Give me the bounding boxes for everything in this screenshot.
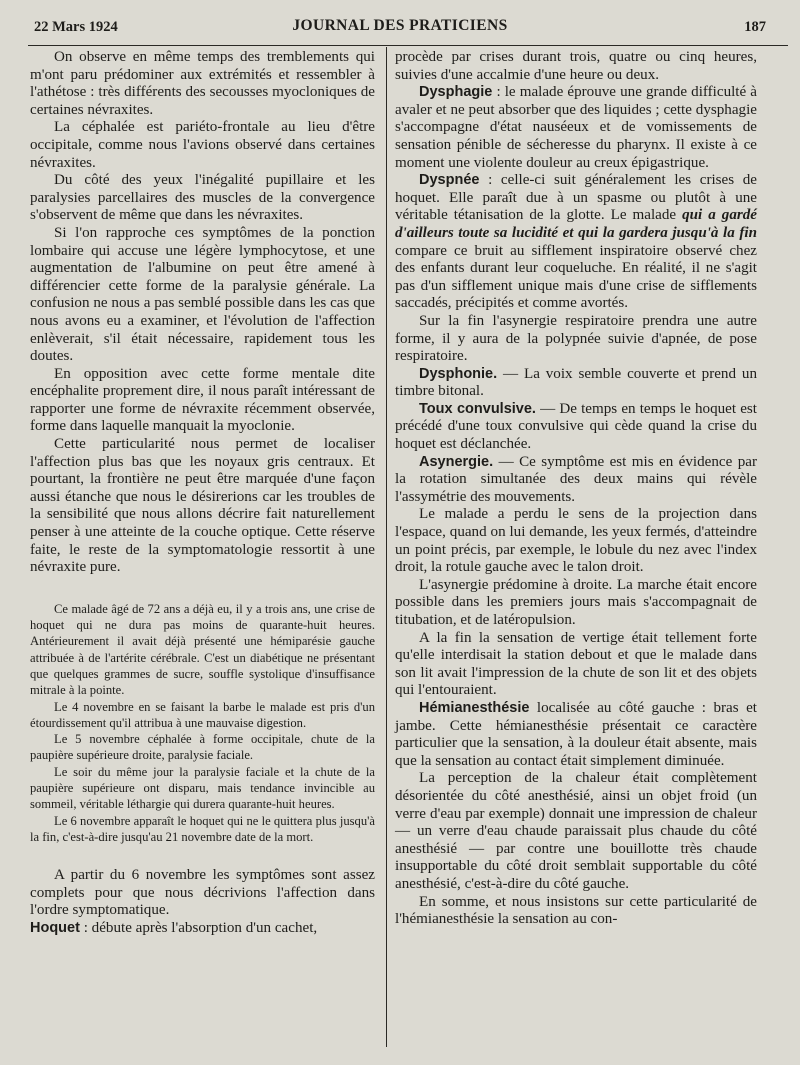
paragraph: Le malade a perdu le sens de la projection dans l'espace, quand on lui demande, les yeux fermés, d'atteindre un point précis, par exemple, le lobule du nez avec l'index droit, la rotule gauche avec le talon droit. bbox=[395, 506, 757, 576]
term-dyspnee: Dyspnée bbox=[419, 172, 480, 189]
paragraph: A la fin la sensation de vertige était tellement forte qu'elle interdisait la station debout et que le malade dans son lit avait l'impression de la chute de son lit et des objets qui l'entouraient. bbox=[395, 629, 757, 699]
dyspnee-text: : celle-ci suit généralement les crises de hoquet. Elle paraît due à un spasme ou plutôt à une véritable tétanisation de la glotte. Le malade bbox=[395, 172, 757, 224]
term-dysphonie: Dysphonie. bbox=[419, 365, 498, 382]
paragraph: Si l'on rapproche ces symptômes de la ponction lombaire qui accuse une légère lymphocytose, et une augmentation de l'albumine on peut être amené à différencier cette forme de la paralysie générale. La confusion ne nous a pas semblé possible dans les cas que nous avons eu a examiner, et l'évolution de l'affection enlèverait, s'il était nécessaire, rapidement tous les doutes. bbox=[30, 224, 375, 365]
paragraph-dysphagie bbox=[395, 84, 757, 172]
paragraph: procède par crises durant trois, quatre ou cinq heures, suivies d'une accalmie d'une heure ou deux. bbox=[395, 49, 757, 83]
journal-title: JOURNAL DES PRATICIENS bbox=[292, 17, 508, 34]
paragraph: En somme, et nous insistons sur cette particularité de l'hémianesthésie la sensation au con- bbox=[395, 893, 757, 928]
term-asynergie: Asynergie. bbox=[419, 453, 494, 470]
paragraph-hemianesthesie bbox=[395, 700, 757, 770]
column-divider bbox=[386, 47, 387, 1047]
case-note: Le 6 novembre apparaît le hoquet qui ne le quittera plus jusqu'à la fin, c'est-à-dire jusqu'au 21 novembre date de la mort. bbox=[30, 813, 375, 844]
paragraph: A partir du 6 novembre les symptômes sont assez complets pour que nous décrivions l'affection dans l'ordre symptomatique. bbox=[30, 867, 375, 919]
case-note: Le 4 novembre en se faisant la barbe le malade est pris d'un étourdissement qu'il attribua à une mauvaise digestion. bbox=[30, 699, 375, 730]
paragraph-hoquet bbox=[30, 920, 375, 938]
header-rule bbox=[28, 45, 788, 46]
hemianesthesie-text: localisée au côté gauche : bras et jambe. Cette hémianesthésie présentait ce caractère particulier que la sensation, à la douleur était absente, mais que la sensation au contact était simplement diminuée. bbox=[395, 699, 757, 769]
dysphonie-text: — La voix semble couverte et prend un timbre bitonal. bbox=[395, 365, 757, 400]
term-toux-convulsive: Toux convulsive. bbox=[419, 400, 536, 417]
term-hoquet: Hoquet bbox=[30, 920, 80, 937]
asynergie-text: — Ce symptôme est mis en évidence par la rotation simultanée des deux mains qui révèle l'assymétrie des mouvements. bbox=[395, 453, 757, 505]
term-hemianesthesie: Hémianesthésie bbox=[419, 699, 530, 716]
toux-text: — De temps en temps le hoquet est précédé d'une toux convulsive qui cède quand la crise du hoquet est déclanchée. bbox=[395, 400, 757, 453]
dyspnee-emphasis: qui a gardé d'ailleurs toute sa lucidité et qui la gardera jusqu'à la fin bbox=[395, 207, 757, 241]
dyspnee-text-end: compare ce bruit au sifflement inspiratoire observé chez des enfants durant leur coqueluche. En réalité, il ne s'agit pas d'un sifflement unique mais d'une crise de sifflements saccadés, précipités et comme avortés. bbox=[395, 242, 757, 312]
dysphagie-text: : le malade éprouve une grande difficulté à avaler et ne peut absorber que des liquides ; cette dysphagie s'accompagne d'état nauséeux et de vomissements de sensation pénible de sécheresse du pharynx. Il existe à ce moment une violente douleur au creux épigastrique. bbox=[395, 84, 757, 171]
paragraph-dyspnee bbox=[395, 172, 757, 313]
paragraph-toux bbox=[395, 401, 757, 454]
paragraph: La céphalée est pariéto-frontale au lieu d'être occipitale, comme nous l'avions observé dans certaines névraxites. bbox=[30, 119, 375, 171]
paragraph: L'asynergie prédomine à droite. La marche était encore possible dans les premiers jours mais s'accompagnait de titubation, et de latéropulsion. bbox=[395, 576, 757, 628]
page-header bbox=[0, 0, 800, 45]
paragraph-dysphonie bbox=[395, 366, 757, 401]
paragraph: Sur la fin l'asynergie respiratoire prendra une autre forme, il y aura de la polypnée suivie d'apnée, de pose respiratoire. bbox=[395, 312, 757, 365]
left-column bbox=[30, 49, 375, 938]
right-column bbox=[395, 49, 757, 929]
case-note: Le 5 novembre céphalée à forme occipitale, chute de la paupière supérieure droite, paralysie faciale. bbox=[30, 732, 375, 763]
hoquet-text: : débute après l'absorption d'un cachet, bbox=[79, 920, 318, 937]
term-dysphagie: Dysphagie bbox=[419, 84, 493, 101]
paragraph: En opposition avec cette forme mentale dite encéphalite proprement dire, il nous paraît intéressant de rapporter une forme de névraxite récemment observée, forme dans laquelle manquait la myoclonie. bbox=[30, 365, 375, 435]
header-date: 22 Mars 1924 bbox=[34, 19, 118, 35]
page-number: 187 bbox=[744, 19, 766, 35]
case-note: Le soir du même jour la paralysie faciale et la chute de la paupière supérieure ont disparu, mais tendance invincible au sommeil, véritable léthargie qui durera quarante-huit heures. bbox=[30, 764, 375, 812]
paragraph: La perception de la chaleur était complètement désorientée du côté anesthésié, ainsi un objet froid (un verre d'eau par exemple) donnait une impression de chaleur — un verre d'eau chaude paraissait plus chaude du côté anesthésié — par contre une bouillotte très chaude insupportable du côté droit semblait supportable du côté anesthésié, c'est-à-dire du côté gauche. bbox=[395, 770, 757, 892]
paragraph: Cette particularité nous permet de localiser l'affection plus bas que les noyaux gris centraux. Et pourtant, la frontière ne peut être marquée d'une façon aussi étanche que nous le désirerions car les troubles de la sensibilité que nous allons décrire fait naturellement penser à une atteinte de la couche optique. Cette réserve faite, le reste de la symptomatologie ressortit à une névraxite pure. bbox=[30, 436, 375, 576]
paragraph: On observe en même temps des tremblements qui m'ont paru prédominer aux extrémités et ressembler à l'athétose : très différents des secousses myocloniques de certaines névraxites. bbox=[30, 49, 375, 118]
paragraph: Du côté des yeux l'inégalité pupillaire et les paralysies parcellaires des muscles de la convergence s'observent de même que dans les névraxites. bbox=[30, 172, 375, 224]
case-note: Ce malade âgé de 72 ans a déjà eu, il y a trois ans, une crise de hoquet qui ne dura pas moins de quarante-huit heures. Antérieurement il avait déjà présenté une hémiparésie gauche attribuée à de l'artérite cérébrale. C'est un diabétique ne présentant que quelques grammes de sucre, souffle systolique d'insuffisance mitrale à la pointe. bbox=[30, 601, 375, 698]
paragraph-asynergie bbox=[395, 454, 757, 507]
